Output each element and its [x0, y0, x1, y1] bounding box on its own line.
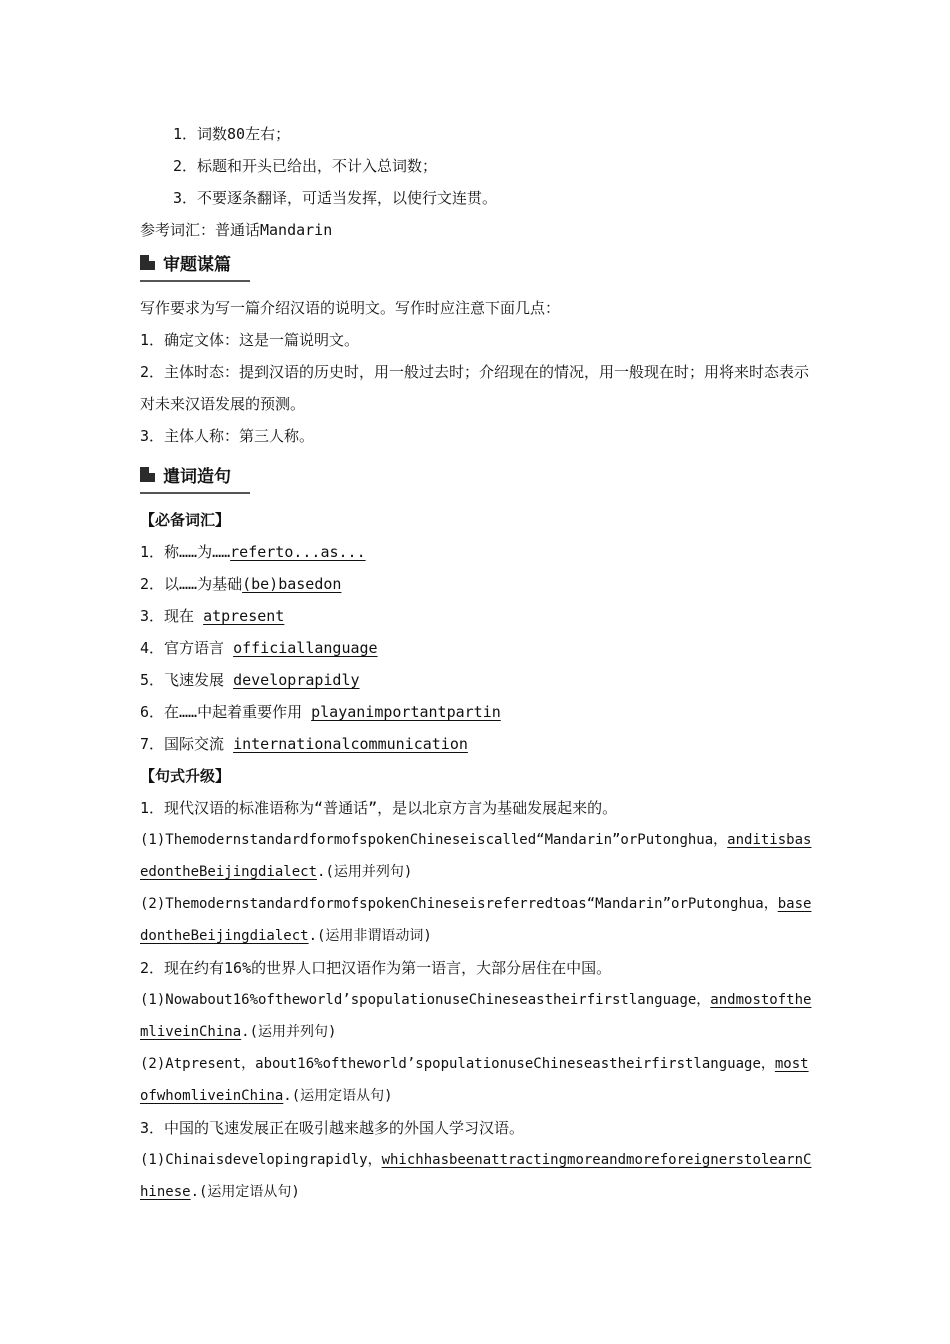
analysis-point-3: 3．主体人称：第三人称。 — [140, 427, 315, 445]
section-title: 审题谋篇 — [163, 255, 231, 275]
vocab-label: 【必备词汇】 — [140, 511, 231, 529]
vocab-item: 6．在……中起着重要作用 playanimportantpartin — [140, 703, 501, 721]
sentence-2-version-2: (2)Atpresent，about16%oftheworld’spopulationuseChineseastheirfirstlanguage，mostofwhomliveinChina.(运用定语从句) — [140, 1056, 809, 1104]
sentence-2-chinese: 2．现在约有16%的世界人口把汉语作为第一语言，大部分居住在中国。 — [140, 959, 612, 977]
vocab-item: 5．飞速发展 developrapidly — [140, 671, 360, 689]
sentence-3-chinese: 3．中国的飞速发展正在吸引越来越多的外国人学习汉语。 — [140, 1119, 525, 1137]
section-underline — [140, 280, 250, 282]
sentence-1-version-2: (2)ThemodernstandardformofspokenChineseisreferredtoas“Mandarin”orPutonghua，basedontheBeijingdialect.(运用非谓语动词) — [140, 896, 812, 944]
requirement-1: 1．词数80左右； — [173, 125, 291, 143]
sentence-1-version-1: (1)ThemodernstandardformofspokenChineseiscalled“Mandarin”orPutonghua，anditisbasedontheBeijingdialect.(运用并列句) — [140, 832, 812, 880]
sentence-2-version-1: (1)Nowabout16%oftheworld’spopulationuseChineseastheirfirstlanguage，andmostofthemliveinChina.(运用并列句) — [140, 992, 812, 1040]
vocab-item: 7．国际交流 internationalcommunication — [140, 735, 468, 753]
section-heading-wording — [140, 462, 812, 496]
vocab-item: 3．现在 atpresent — [140, 607, 285, 625]
vocab-item: 2．以……为基础(be)basedon — [140, 575, 342, 593]
document-page — [140, 118, 812, 1208]
analysis-intro: 写作要求为写一篇介绍汉语的说明文。写作时应注意下面几点： — [140, 299, 561, 317]
analysis-point-1: 1．确定文体：这是一篇说明文。 — [140, 331, 360, 349]
section-marker-icon — [140, 467, 155, 482]
vocab-item: 4．官方语言 officiallanguage — [140, 639, 378, 657]
analysis-point-2: 2．主体时态：提到汉语的历史时，用一般过去时；介绍现在的情况，用一般现在时；用将来时态表示对未来汉语发展的预测。 — [140, 363, 810, 413]
section-underline — [140, 492, 250, 494]
section-marker-icon — [140, 255, 155, 270]
sentence-1-chinese: 1．现代汉语的标准语称为“普通话”，是以北京方言为基础发展起来的。 — [140, 799, 618, 817]
vocab-item: 1．称……为……referto...as... — [140, 543, 366, 561]
requirement-3: 3．不要逐条翻译，可适当发挥，以使行文连贯。 — [173, 189, 498, 207]
sentence-3-version-1: (1)Chinaisdevelopingrapidly，whichhasbeenattractingmoreandmoreforeignerstolearnChinese.(运用定语从句) — [140, 1152, 812, 1200]
section-title: 遣词造句 — [163, 467, 231, 487]
requirement-2: 2．标题和开头已给出，不计入总词数； — [173, 157, 438, 175]
reference-vocab: 参考词汇：普通话Mandarin — [140, 221, 333, 239]
sentence-label: 【句式升级】 — [140, 767, 231, 785]
section-heading-analysis — [140, 250, 812, 284]
